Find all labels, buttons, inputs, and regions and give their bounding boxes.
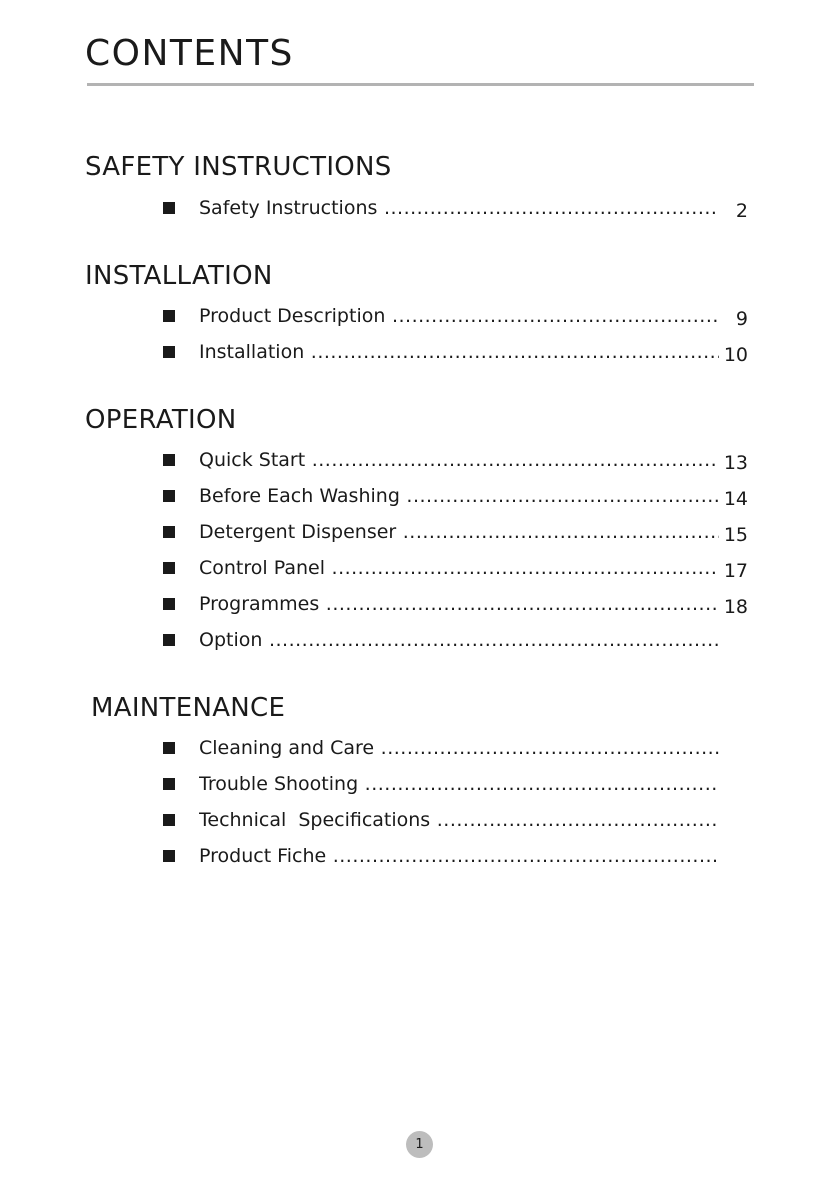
square-bullet-icon: [163, 202, 175, 214]
toc-entry-safety-instructions[interactable]: [163, 195, 748, 221]
section-heading-maintenance: MAINTENANCE: [91, 693, 286, 723]
toc-entry-label: Option .....: [199, 627, 719, 653]
toc-entry-option[interactable]: [163, 627, 748, 653]
square-bullet-icon: [163, 310, 175, 322]
toc-entry-label: Detergent Dispenser .....: [199, 519, 719, 545]
toc-entry-page: 18: [723, 596, 748, 618]
square-bullet-icon: [163, 634, 175, 646]
toc-entry-label: Control Panel .....: [199, 555, 719, 581]
toc-entry-label: Trouble Shooting .....: [199, 771, 719, 797]
section-heading-safety: SAFETY INSTRUCTIONS: [85, 152, 392, 182]
toc-entry-programmes[interactable]: [163, 591, 748, 617]
square-bullet-icon: [163, 346, 175, 358]
toc-entry-page: 17: [723, 560, 748, 582]
toc-entry-product-fiche[interactable]: [163, 843, 748, 869]
toc-entry-label: Safety Instructions .....: [199, 195, 719, 221]
page-number-badge: 1: [406, 1131, 433, 1158]
page-title: CONTENTS: [85, 33, 294, 74]
toc-entry-label: Technical Specifications .....: [199, 807, 719, 833]
toc-entry-trouble-shooting[interactable]: [163, 771, 748, 797]
square-bullet-icon: [163, 454, 175, 466]
toc-entry-label: Product Description .....: [199, 303, 719, 329]
toc-entry-label: Programmes .....: [199, 591, 719, 617]
toc-entry-cleaning-and-care[interactable]: [163, 735, 748, 761]
toc-entry-page: 14: [723, 488, 748, 510]
toc-entry-before-each-washing[interactable]: [163, 483, 748, 509]
toc-entry-installation[interactable]: [163, 339, 748, 365]
toc-entry-page: 15: [723, 524, 748, 546]
toc-entry-page: 2: [735, 200, 748, 222]
square-bullet-icon: [163, 598, 175, 610]
square-bullet-icon: [163, 490, 175, 502]
toc-entry-technical-specifications[interactable]: [163, 807, 748, 833]
title-divider: [87, 83, 754, 86]
square-bullet-icon: [163, 850, 175, 862]
toc-entry-page: 13: [723, 452, 748, 474]
toc-entry-label: Before Each Washing .....: [199, 483, 719, 509]
toc-entry-page: 9: [735, 308, 748, 330]
toc-entry-detergent-dispenser[interactable]: [163, 519, 748, 545]
toc-entry-label: Installation .....: [199, 339, 719, 365]
toc-entry-quick-start[interactable]: [163, 447, 748, 473]
section-heading-installation: INSTALLATION: [85, 261, 273, 291]
toc-entry-label: Cleaning and Care .....: [199, 735, 719, 761]
square-bullet-icon: [163, 562, 175, 574]
toc-entry-label: Product Fiche .....: [199, 843, 719, 869]
toc-entry-page: 10: [723, 344, 748, 366]
square-bullet-icon: [163, 526, 175, 538]
square-bullet-icon: [163, 814, 175, 826]
section-heading-operation: OPERATION: [85, 405, 237, 435]
toc-entry-control-panel[interactable]: [163, 555, 748, 581]
square-bullet-icon: [163, 742, 175, 754]
square-bullet-icon: [163, 778, 175, 790]
toc-entry-product-description[interactable]: [163, 303, 748, 329]
toc-entry-label: Quick Start .....: [199, 447, 719, 473]
